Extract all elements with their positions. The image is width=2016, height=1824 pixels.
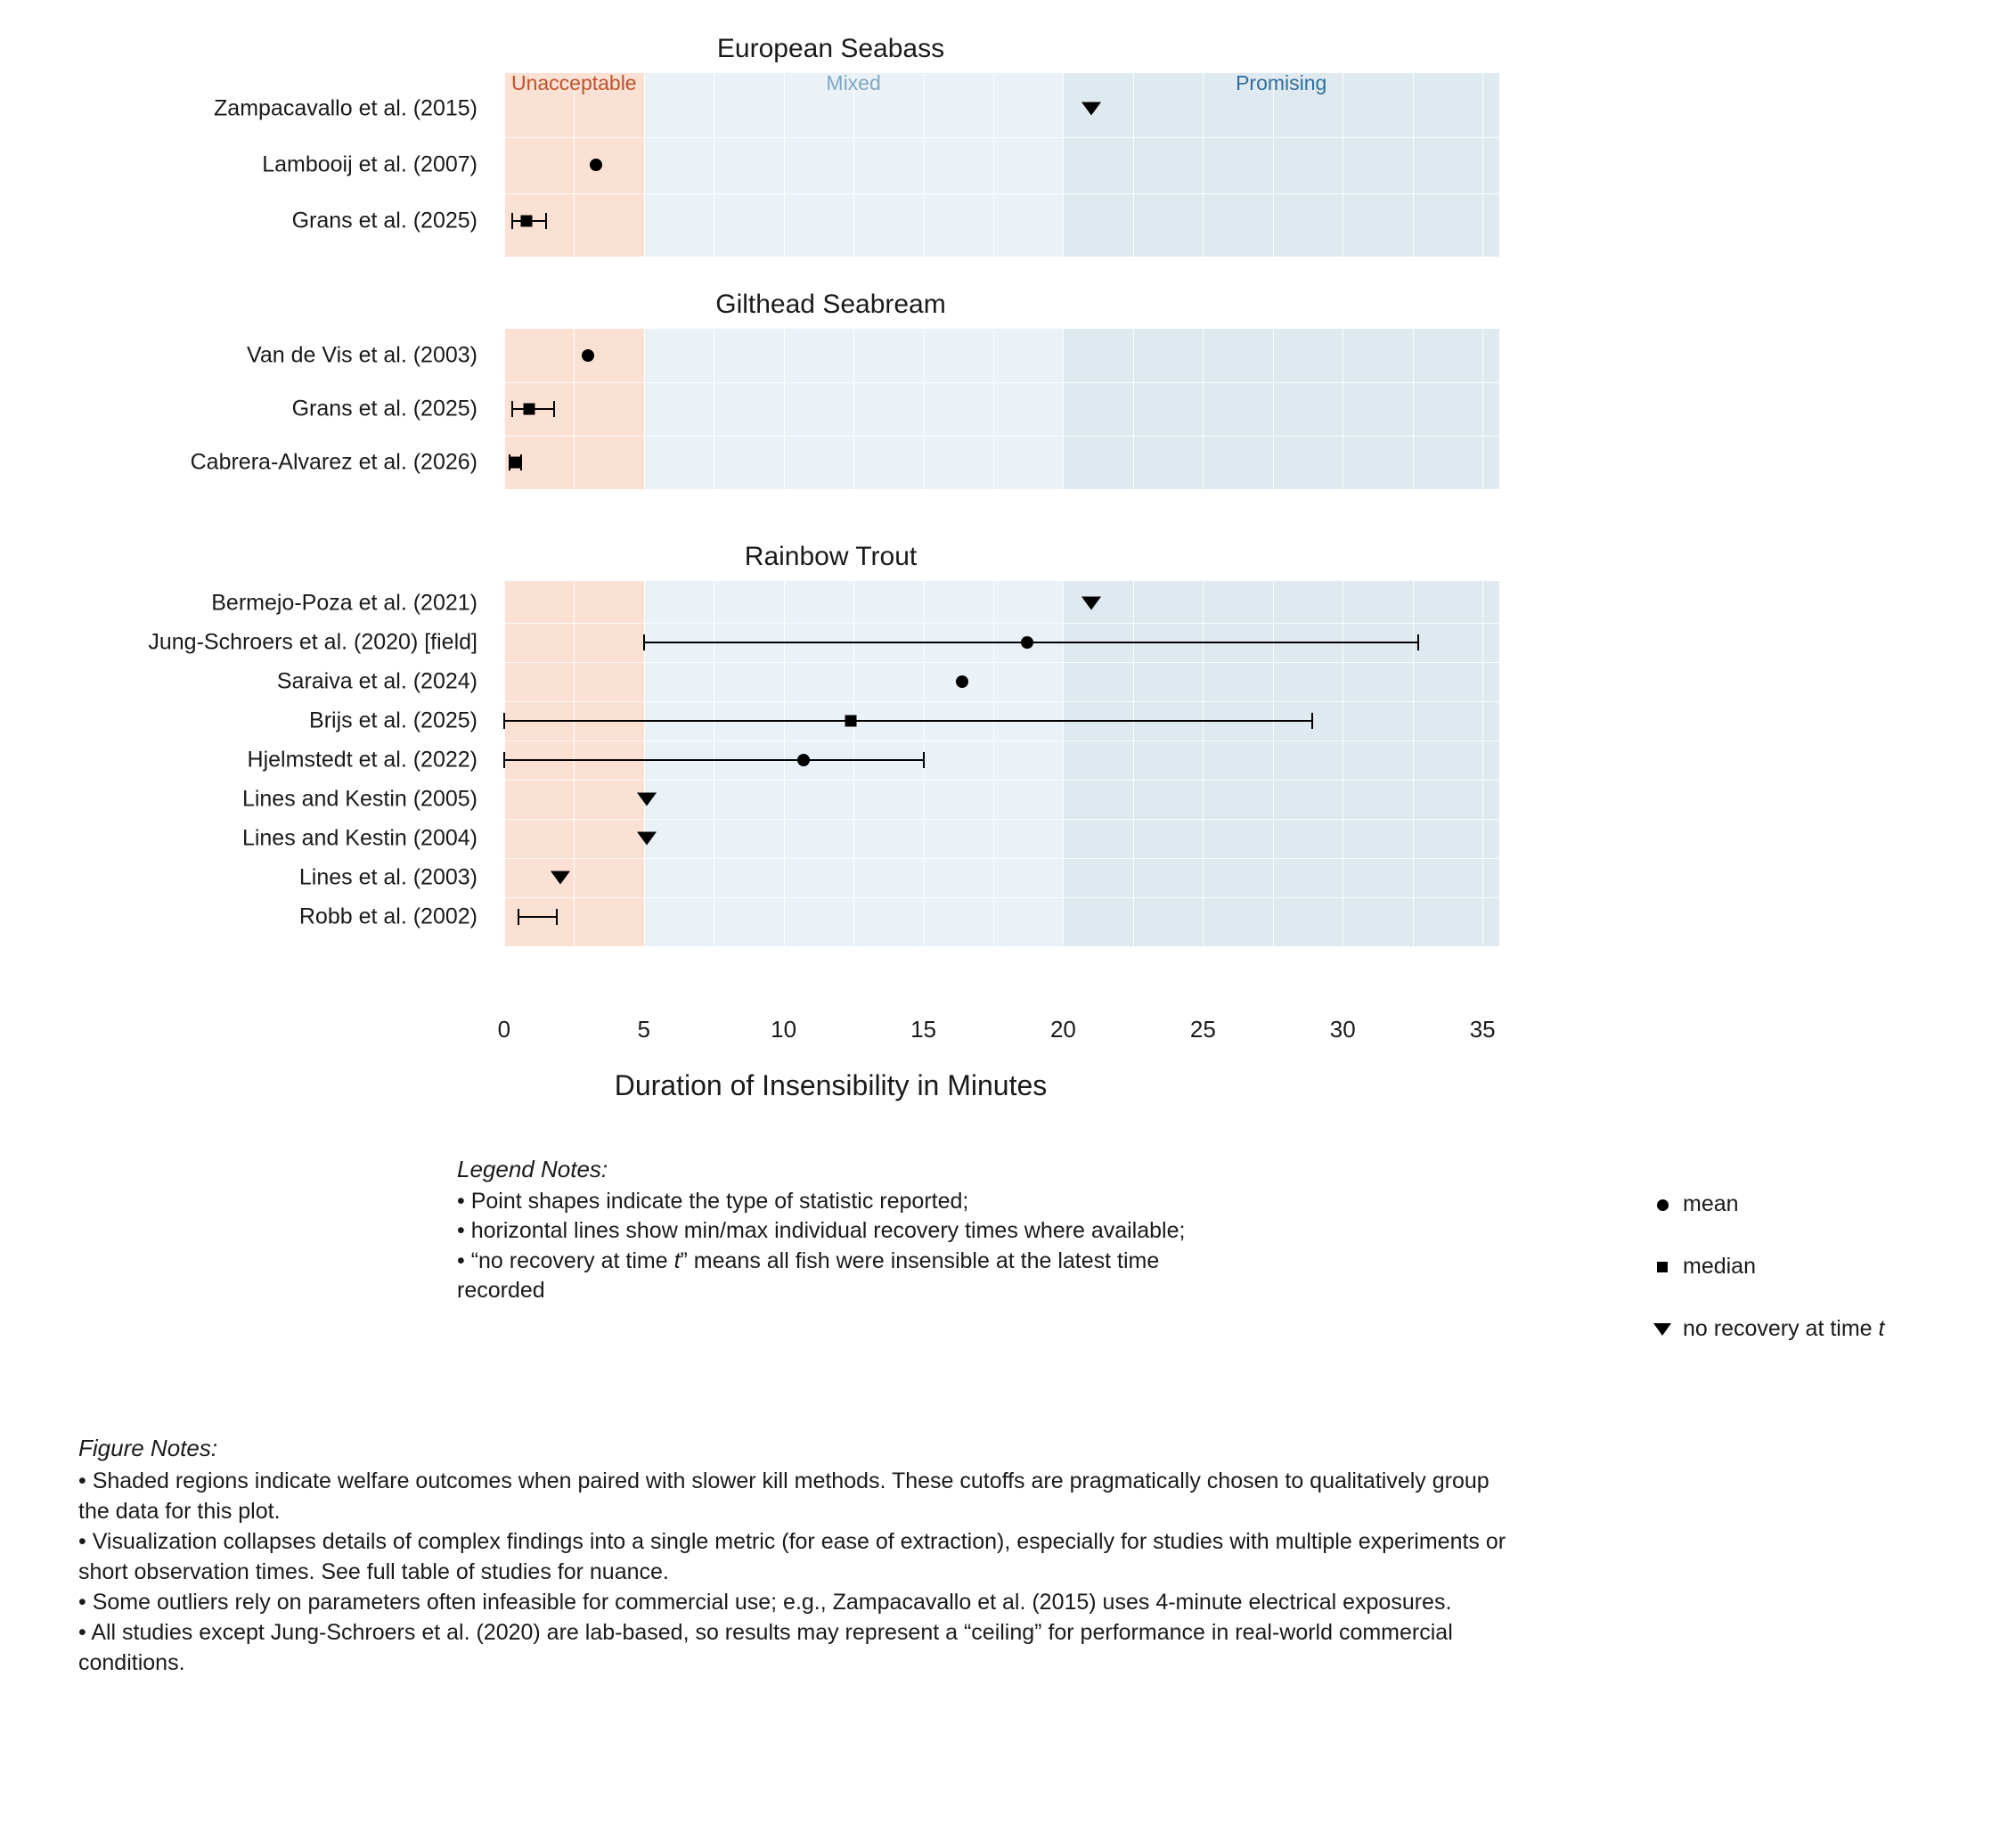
point-marker-median [845, 716, 856, 727]
figure-note-3: • Some outliers rely on parameters often infeasible for commercial use; e.g., Zampacavallo et al. (2015) uses 4-minute electrical exposures. [78, 1590, 1452, 1615]
range-cap [503, 752, 505, 768]
row-separator [487, 780, 1499, 781]
range-cap [518, 909, 519, 925]
gridline [1133, 581, 1134, 946]
point-marker-no-recovery [1081, 597, 1101, 610]
legend-key-median-label: median [1683, 1254, 1756, 1280]
gridline [924, 329, 925, 489]
range-cap [643, 634, 645, 650]
gridline [1482, 329, 1483, 489]
row-separator [487, 436, 1499, 437]
x-tick-label: 0 [497, 1016, 511, 1043]
panel-title-gilthead-seabream: Gilthead Seabream [715, 290, 946, 319]
gridline [1482, 73, 1483, 257]
gridline [1203, 73, 1204, 257]
point-marker-no-recovery [551, 871, 570, 885]
band-promising [1063, 581, 1499, 946]
gridline [784, 73, 785, 257]
range-line [518, 916, 558, 918]
legend [457, 1154, 1885, 1342]
figure-notes [78, 1433, 1522, 1678]
row-separator [487, 740, 1499, 741]
row-label: Van de Vis et al. (2003) [247, 342, 477, 368]
plot-area-rainbow-trout [487, 581, 1499, 946]
gridline [1482, 581, 1483, 946]
x-tick-label: 25 [1189, 1016, 1216, 1043]
legend-keys [1642, 1174, 2016, 1361]
gridline [1203, 581, 1204, 946]
row-separator [487, 897, 1499, 898]
x-tick-label: 15 [910, 1016, 937, 1043]
row-label: Lines et al. (2003) [298, 864, 477, 890]
range-cap [511, 401, 513, 417]
gridline [853, 329, 854, 489]
band-label-unacceptable: Unacceptable [510, 71, 637, 94]
gridline [1413, 581, 1414, 946]
x-axis-title: Duration of Insensibility in Minutes [614, 1069, 1048, 1101]
row-label: Lines and Kestin (2005) [241, 786, 477, 812]
row-label: Grans et al. (2025) [291, 208, 477, 233]
point-marker-median [520, 216, 532, 227]
point-marker-median [524, 404, 535, 415]
legend-note-3-a: • “no recovery at time [457, 1247, 674, 1273]
range-cap [503, 713, 505, 729]
range-cap [1311, 713, 1313, 729]
x-tick-label: 35 [1469, 1016, 1496, 1043]
band-promising [1063, 329, 1499, 489]
row-separator [487, 819, 1499, 820]
gridline [993, 581, 994, 946]
gridline [574, 73, 575, 257]
row-label: Bermejo-Poza et al. (2021) [211, 590, 477, 616]
legend-key-mean [1642, 1174, 2016, 1236]
point-marker-no-recovery [637, 793, 657, 806]
panel-rainbow-trout [0, 542, 1563, 946]
legend-note-3-b: ” means all fish were insensible at the latest time recorded [457, 1247, 1160, 1304]
gridline [1063, 329, 1064, 489]
legend-note-3-italic-t: t [673, 1247, 681, 1273]
range-line [504, 720, 1312, 722]
point-marker-no-recovery [1081, 102, 1101, 116]
gridline [1133, 73, 1134, 257]
gridline [1063, 73, 1064, 257]
x-tick-label: 5 [637, 1016, 650, 1043]
band-label-mixed: Mixed [826, 71, 881, 94]
legend-key-no-recovery-label: no recovery at time t [1683, 1316, 1885, 1342]
legend-note-2: • horizontal lines show min/max individual recovery times where available; [457, 1218, 1186, 1244]
point-marker-mean [956, 675, 968, 688]
gridline [784, 329, 785, 489]
row-separator [487, 193, 1499, 194]
row-label: Brijs et al. (2025) [309, 708, 477, 733]
gridline [1063, 581, 1064, 946]
gridline [853, 73, 854, 257]
point-marker-mean [1021, 636, 1033, 649]
gridline [1203, 329, 1204, 489]
triangle-down-marker-icon [1642, 1323, 1683, 1336]
range-cap [511, 213, 513, 229]
figure-note-4: • All studies except Jung-Schroers et al. (2020) are lab-based, so results may represent a “ceiling” for performance in real-world commercial conditions. [78, 1620, 1453, 1676]
panel-title-european-seabass: European Seabass [716, 34, 945, 63]
figure-note-2: • Visualization collapses details of complex findings into a single metric (for ease of extraction), especially for studies with multiple experiments or short observation times. See full table of studies for nuance. [78, 1529, 1506, 1585]
row-label: Saraiva et al. (2024) [276, 668, 477, 694]
gridline [924, 73, 925, 257]
gridline [784, 581, 785, 946]
range-line [504, 759, 924, 761]
gridline [574, 329, 575, 489]
panel-european-seabass [0, 34, 1563, 257]
gridline [1273, 581, 1274, 946]
range-cap [1417, 634, 1419, 650]
row-label: Lambooij et al. (2007) [262, 151, 477, 177]
point-marker-mean [590, 159, 602, 171]
row-separator [487, 623, 1499, 624]
gridline [1413, 329, 1414, 489]
legend-key-no-recovery [1642, 1298, 2016, 1361]
gridline [1133, 329, 1134, 489]
x-tick-label: 30 [1329, 1016, 1356, 1043]
gridline [853, 581, 854, 946]
row-separator [487, 662, 1499, 663]
point-marker-mean [797, 754, 810, 766]
legend-key-median [1642, 1236, 2016, 1298]
row-label: Lines and Kestin (2004) [241, 825, 477, 851]
legend-note-3 [457, 1247, 1188, 1306]
row-separator [487, 701, 1499, 702]
point-marker-no-recovery [637, 832, 657, 846]
gridline [993, 329, 994, 489]
gridline [993, 73, 994, 257]
range-cap [556, 909, 558, 925]
gridline [504, 329, 505, 489]
range-cap [553, 401, 555, 417]
point-marker-median [510, 457, 521, 469]
legend-note-1: • Point shapes indicate the type of statistic reported; [457, 1188, 969, 1214]
band-promising [1063, 73, 1499, 257]
panel-title-rainbow-trout: Rainbow Trout [744, 542, 918, 571]
gridline [1273, 329, 1274, 489]
row-separator [487, 382, 1499, 383]
figure-notes-heading: Figure Notes: [78, 1435, 218, 1461]
range-cap [923, 752, 925, 768]
square-marker-icon [1642, 1262, 1683, 1272]
gridline [644, 329, 645, 489]
gridline [504, 73, 505, 257]
plot-area-european-seabass [487, 73, 1499, 257]
row-label: Hjelmstedt et al. (2022) [247, 747, 477, 773]
row-label: Jung-Schroers et al. (2020) [field] [148, 629, 477, 655]
legend-key-mean-label: mean [1683, 1191, 1739, 1217]
row-separator [487, 137, 1499, 138]
row-label: Robb et al. (2002) [298, 904, 477, 929]
gridline [1273, 73, 1274, 257]
circle-marker-icon [1642, 1199, 1683, 1211]
figure-note-1: • Shaded regions indicate welfare outcomes when paired with slower kill methods. These cutoffs are pragmatically chosen to qualitatively group the data for this plot. [78, 1468, 1490, 1525]
x-tick-label: 20 [1049, 1016, 1076, 1043]
row-label: Cabrera-Alvarez et al. (2026) [190, 449, 477, 475]
band-label-promising: Promising [1236, 71, 1327, 94]
gridline [1413, 73, 1414, 257]
legend-heading: Legend Notes: [457, 1156, 608, 1182]
range-cap [545, 213, 547, 229]
x-tick-label: 10 [771, 1016, 797, 1043]
row-label: Zampacavallo et al. (2015) [214, 95, 477, 121]
plot-area-gilthead-seabream [487, 329, 1499, 489]
row-label: Grans et al. (2025) [291, 396, 477, 421]
gridline [574, 581, 575, 946]
point-marker-mean [582, 349, 594, 362]
gridline [644, 73, 645, 257]
panel-gilthead-seabream [0, 290, 1563, 489]
row-separator [487, 858, 1499, 859]
